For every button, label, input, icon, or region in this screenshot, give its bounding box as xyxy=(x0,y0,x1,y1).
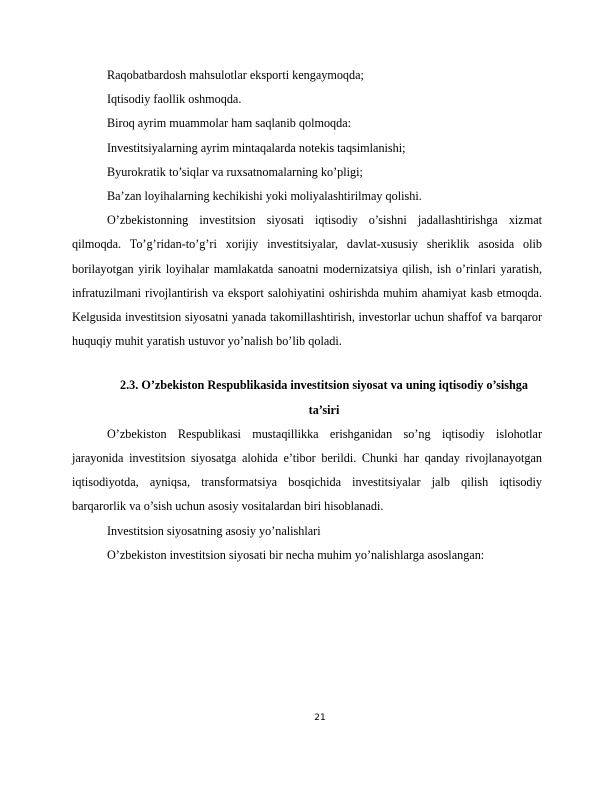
body-paragraph: O’zbekistonning investitsion siyosati iqtisodiy o’sishni jadallashtirishga xizmat qilmoqda. To’g’ridan-to’g’ri xorijiy investitsiyalar, davlat-xususiy sheriklik asosida olib borilayotgan yirik loyihalar mamlakatda sanoatni modernizatsiya qilish, ish o’rinlari yaratish, infratuzilmani rivojlantirish va eksport salohiyatini oshirishda muhim ahamiyat kasb etmoqda. Kelgusida investitsion siyosatni yanada takomillashtirish, investorlar uchun shaffof va barqaror huquqiy muhit yaratish ustuvor yo’nalish bo’lib qoladi. xyxy=(72,213,542,349)
list-item: Ba’zan loyihalarning kechikishi yoki moliyalashtirilmay qolishi. xyxy=(107,189,422,204)
list-item: Investitsiyalarning ayrim mintaqalarda notekis taqsimlanishi; xyxy=(107,140,406,155)
section-heading: 2.3. O’zbekiston Respublikasida investitsion siyosat va uning iqtisodiy o’sishga ta’siri xyxy=(120,378,528,417)
body-paragraph: O’zbekiston Respublikasi mustaqillikka erishganidan so’ng iqtisodiy islohotlar jarayonida investitsion siyosatga alohida e’tibor berildi. Chunki har qanday rivojlanayotgan iqtisodiyotda, ayniqsa, transformatsiya bosqichida investitsiyalar jalb qilish iqtisodiy barqarorlik va o’sish uchun asosiy vositalardan biri hisoblanadi. xyxy=(72,426,542,514)
body-paragraph: O’zbekiston investitsion siyosati bir necha muhim yo’nalishlarga asoslangan: xyxy=(107,547,485,562)
list-item: Byurokratik to’siqlar va ruxsatnomalarning ko’pligi; xyxy=(107,164,363,179)
document-body xyxy=(72,63,542,567)
list-item: Raqobatbardosh mahsulotlar eksporti kengaymoqda; xyxy=(107,68,364,82)
list-item: Iqtisodiy faollik oshmoqda. xyxy=(107,92,242,107)
list-item: Biroq ayrim muammolar ham saqlanib qolmoqda: xyxy=(107,116,352,131)
page-number: 21 xyxy=(314,713,326,723)
subheading-line: Investitsion siyosatning asosiy yo’nalishlari xyxy=(107,523,321,538)
